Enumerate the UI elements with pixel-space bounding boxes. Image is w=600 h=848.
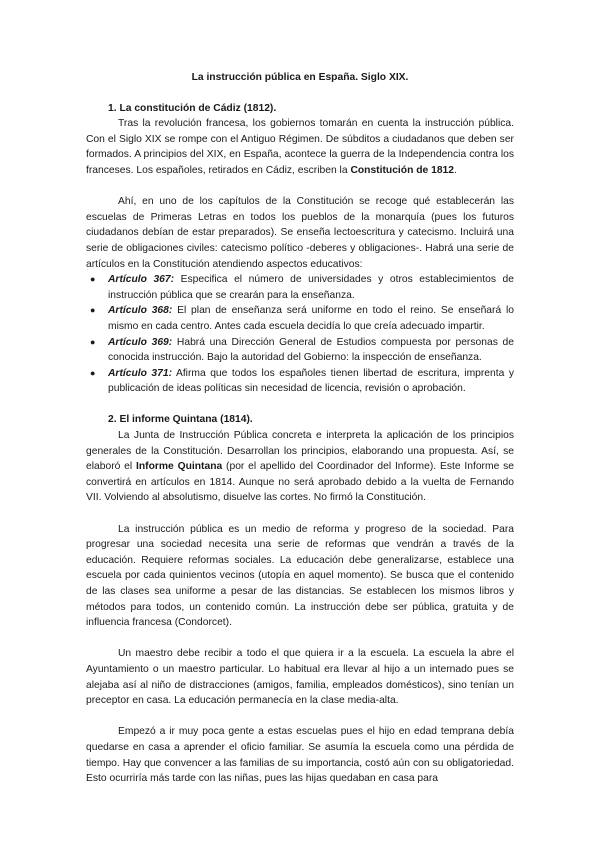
list-item: ● Artículo 371: Afirma que todos los españoles tienen libertad de escritura, imprenta y publicación de ideas políticas sin necesidad de licencia, revisión o aprobación.	[90, 367, 514, 395]
section-2-paragraph-3: Un maestro debe recibir a todo el que quiera ir a la escuela. La escuela la abre el Ayuntamiento o un maestro particular. Lo habitual era llevar al hijo a un internado pues se alejaba así al niño de distracciones (amigos, familia, empleados domésticos), sino tenían un preceptor en casa. La educación permanecía en la clase media-alta.	[86, 648, 514, 707]
article-label: Artículo 371:	[108, 367, 173, 379]
list-item: ● Artículo 367: Especifica el número de universidades y otros establecimientos de instrucción pública que se crearán para la enseñanza.	[90, 274, 515, 301]
section-1-heading: 1. La constitución de Cádiz (1812).	[108, 102, 277, 114]
article-label: Artículo 369:	[108, 336, 173, 348]
section-1-paragraph-2: Ahí, en uno de los capítulos de la Constitución se recoge qué establecerán las escuelas de Primeras Letras en todos los pueblos de la monarquía (pues los futuros ciudadanos debían de estar preparados). Se enseña lectoescritura y catecismo. Incluirá una serie de obligaciones civiles: catecismo político -deberes y obligaciones-. Habrá una serie de artículos en la Constitución atendiendo aspectos educativos:	[86, 196, 514, 270]
section-1-paragraph-1: Tras la revolución francesa, los gobiernos tomarán en cuenta la instrucción pública. Con el Siglo XIX se rompe con el Antiguo Régimen. De súbditos a ciudadanos que deben ser formados. A principios del XIX, en España, acontece la guerra de la Independencia contra los franceses. Los españoles, retirados en Cádiz, escriben la Constitución de 1812.	[86, 118, 514, 176]
constitution-1812-bold: Constitución de 1812	[350, 164, 454, 176]
article-label: Artículo 368:	[108, 305, 173, 317]
bullet-icon: ●	[90, 274, 96, 285]
article-label: Artículo 367:	[108, 274, 175, 286]
bullet-icon: ●	[90, 305, 96, 316]
articles-list	[86, 272, 514, 397]
list-item: ● Artículo 369: Habrá una Dirección General de Estudios compuesta por personas de conocida instrucción. Bajo la autoridad del Gobierno: la inspección de enseñanza.	[90, 336, 514, 364]
bullet-icon: ●	[90, 367, 96, 378]
document-title: La instrucción pública en España. Siglo XIX.	[191, 72, 409, 83]
section-2-heading: 2. El informe Quintana (1814).	[108, 414, 253, 426]
list-item: ● Artículo 368: El plan de enseñanza será uniforme en todo el reino. Se enseñará lo mismo en cada centro. Antes cada escuela decidía lo que creía adecuado impartir.	[90, 305, 514, 332]
section-2-paragraph-4: Empezó a ir muy poca gente a estas escuelas pues el hijo en edad temprana debía quedarse en casa a aprender el oficio familiar. Se asumía la escuela como una pérdida de tiempo. Hay que convencer a las familias de su importancia, costó aún con su obligatoriedad. Esto ocurriría más tarde con las niñas, pues las hijas quedaban en casa para	[86, 726, 514, 785]
section-2-paragraph-2: La instrucción pública es un medio de reforma y progreso de la sociedad. Para progresar una sociedad necesita una serie de reformas que vendrán a través de la educación. Requiere reformas sociales. La educación debe generalizarse, establece una escuela por cada quinientos vecinos (utopía en aquel momento). Se busca que el contenido de las clases sea uniforme a pesar de las distancias. Se establecen los mismos libros y métodos para todos, un contenido común. La instrucción debe ser pública, gratuita y de influencia francesa (Condorcet).	[86, 523, 514, 629]
informe-quintana-bold: Informe Quintana	[136, 461, 223, 473]
section-2-paragraph-1: La Junta de Instrucción Pública concreta e interpreta la aplicación de los principios generales de la Constitución. Desarrollan los principios, elaborando una propuesta. Así, se elaboró el Informe Quintana (por el apellido del Coordinador del Informe). Este Informe se convertirá en artículos en 1814. Aunque no será aprobado debido a la vuelta de Fernando VII. Volviendo al absolutismo, disuelve las cortes. No firmó la Constitución.	[86, 430, 514, 504]
bullet-icon: ●	[90, 336, 96, 347]
